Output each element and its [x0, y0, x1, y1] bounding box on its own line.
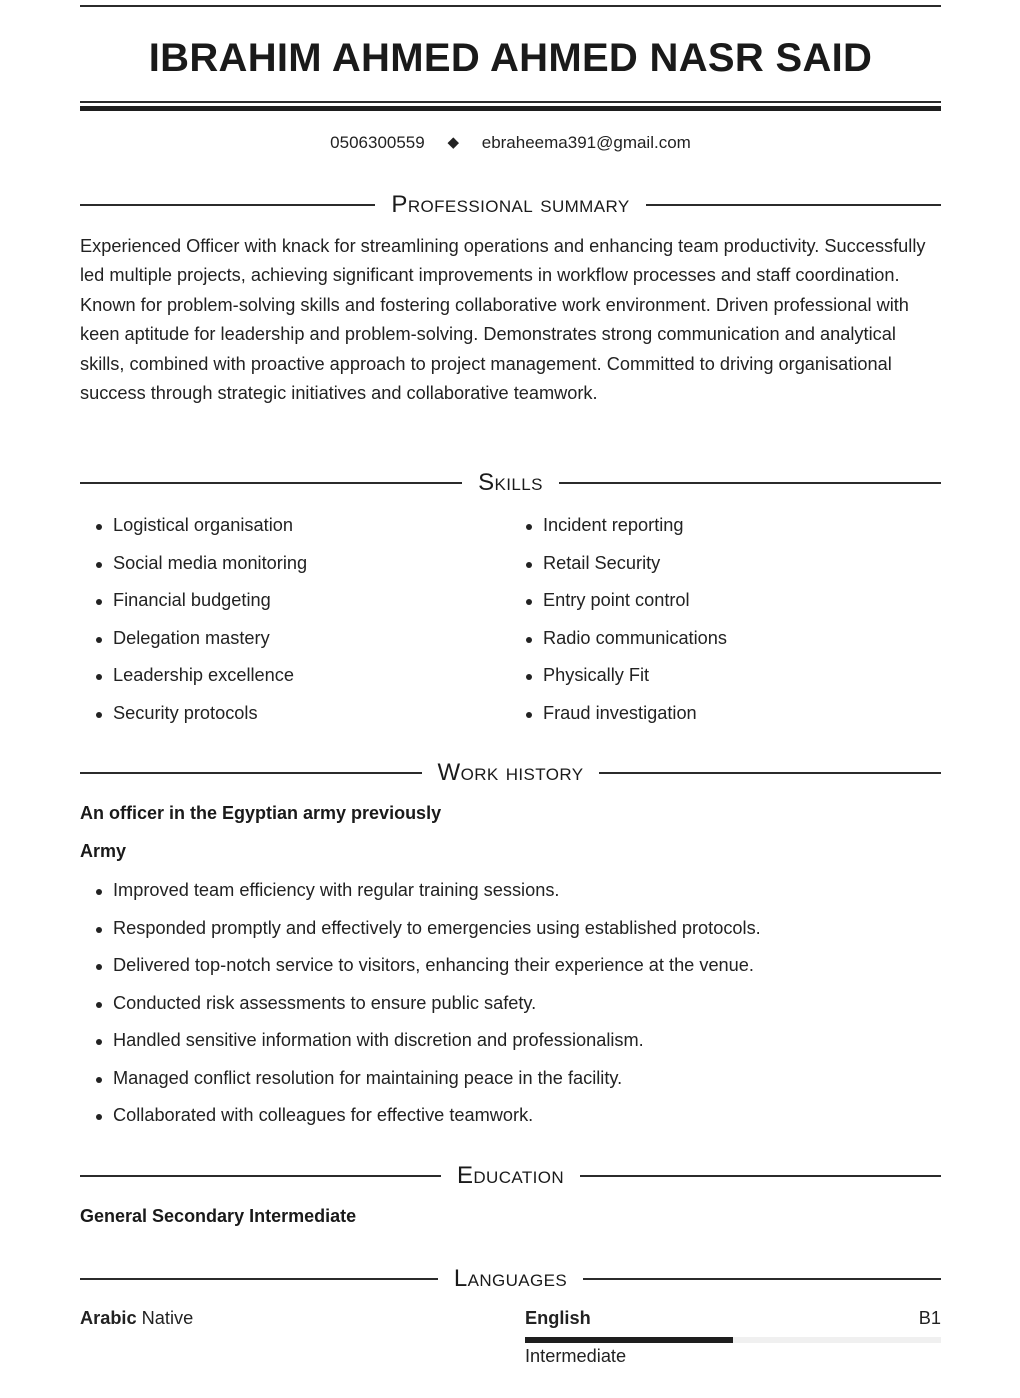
divider-line [80, 1175, 441, 1177]
skill-item: Security protocols [80, 697, 510, 735]
proficiency-bar-fill [525, 1337, 733, 1343]
duty-item: Improved team efficiency with regular training sessions. [80, 874, 941, 912]
section-title: Languages [453, 1265, 568, 1292]
skills-list [80, 509, 941, 734]
skill-item: Financial budgeting [80, 584, 510, 622]
divider-line [646, 204, 941, 206]
divider-line [80, 1278, 438, 1280]
section-title: Skills [478, 469, 543, 496]
languages-section-heading [80, 1264, 941, 1294]
language-code: B1 [918, 1308, 941, 1328]
education-section-heading [80, 1161, 941, 1191]
summary-section-heading [80, 190, 941, 220]
language-row [525, 1308, 941, 1329]
skills-column-left [80, 509, 510, 734]
candidate-name: IBRAHIM AHMED AHMED NASR SAID [148, 36, 873, 80]
header-divider-thin [80, 101, 941, 103]
divider-line [559, 482, 941, 484]
skills-section-heading [80, 468, 941, 498]
work-section-heading [80, 758, 941, 788]
skill-item: Physically Fit [510, 659, 940, 697]
divider-line [599, 772, 941, 774]
duty-item: Delivered top-notch service to visitors, enhancing their experience at the venue. [80, 949, 941, 987]
duty-item: Managed conflict resolution for maintaining peace in the facility. [80, 1062, 941, 1100]
proficiency-bar [525, 1337, 941, 1343]
divider-line [80, 772, 422, 774]
duty-item: Handled sensitive information with discretion and professionalism. [80, 1024, 941, 1062]
divider-line [80, 482, 462, 484]
header-divider-thick [80, 106, 941, 111]
skill-item: Incident reporting [510, 509, 940, 547]
skill-item: Fraud investigation [510, 697, 940, 735]
section-title: Professional summary [391, 191, 630, 218]
phone-number: 0506300559 [330, 133, 425, 152]
divider-line [80, 204, 375, 206]
skill-item: Logistical organisation [80, 509, 510, 547]
language-level: Intermediate [525, 1346, 627, 1366]
native-language [80, 1308, 193, 1329]
skill-item: Social media monitoring [80, 547, 510, 585]
job-organization: Army [80, 841, 127, 861]
duty-item: Responded promptly and effectively to emergencies using established protocols. [80, 912, 941, 950]
skills-column-right [510, 509, 940, 734]
native-language-name: Arabic [80, 1308, 137, 1328]
skill-item: Retail Security [510, 547, 940, 585]
summary-text: Experienced Officer with knack for streamlining operations and enhancing team productivity. Successfully led multiple projects, achieving significant improvements in workflow processes and staff coordination. Known for problem-solving skills and fostering collaborative work environment. Driven professional with keen aptitude for leadership and problem-solving. Demonstrates strong communication and analytical skills, combined with proactive approach to project management. Committed to driving organisational success through strategic initiatives and collaborative teamwork. [80, 236, 926, 404]
native-language-level: Native [141, 1308, 194, 1328]
skill-item: Entry point control [510, 584, 940, 622]
section-title: Work history [437, 759, 584, 786]
skill-item: Delegation mastery [80, 622, 510, 660]
job-title: An officer in the Egyptian army previously [80, 803, 442, 823]
job-duties-list [80, 874, 941, 1137]
duty-item: Collaborated with colleagues for effective teamwork. [80, 1099, 941, 1137]
email-address: ebraheema391@gmail.com [481, 133, 691, 152]
divider-line [580, 1175, 941, 1177]
duty-item: Conducted risk assessments to ensure public safety. [80, 987, 941, 1025]
skill-item: Leadership excellence [80, 659, 510, 697]
education-degree: General Secondary Intermediate [80, 1206, 357, 1226]
diamond-separator-icon: ◆ [447, 134, 459, 151]
language-name: English [525, 1308, 591, 1328]
skill-item: Radio communications [510, 622, 940, 660]
divider-line [583, 1278, 941, 1280]
contact-row [80, 133, 941, 153]
section-title: Education [456, 1162, 565, 1189]
top-divider [80, 5, 941, 7]
language-proficiency [525, 1308, 941, 1367]
